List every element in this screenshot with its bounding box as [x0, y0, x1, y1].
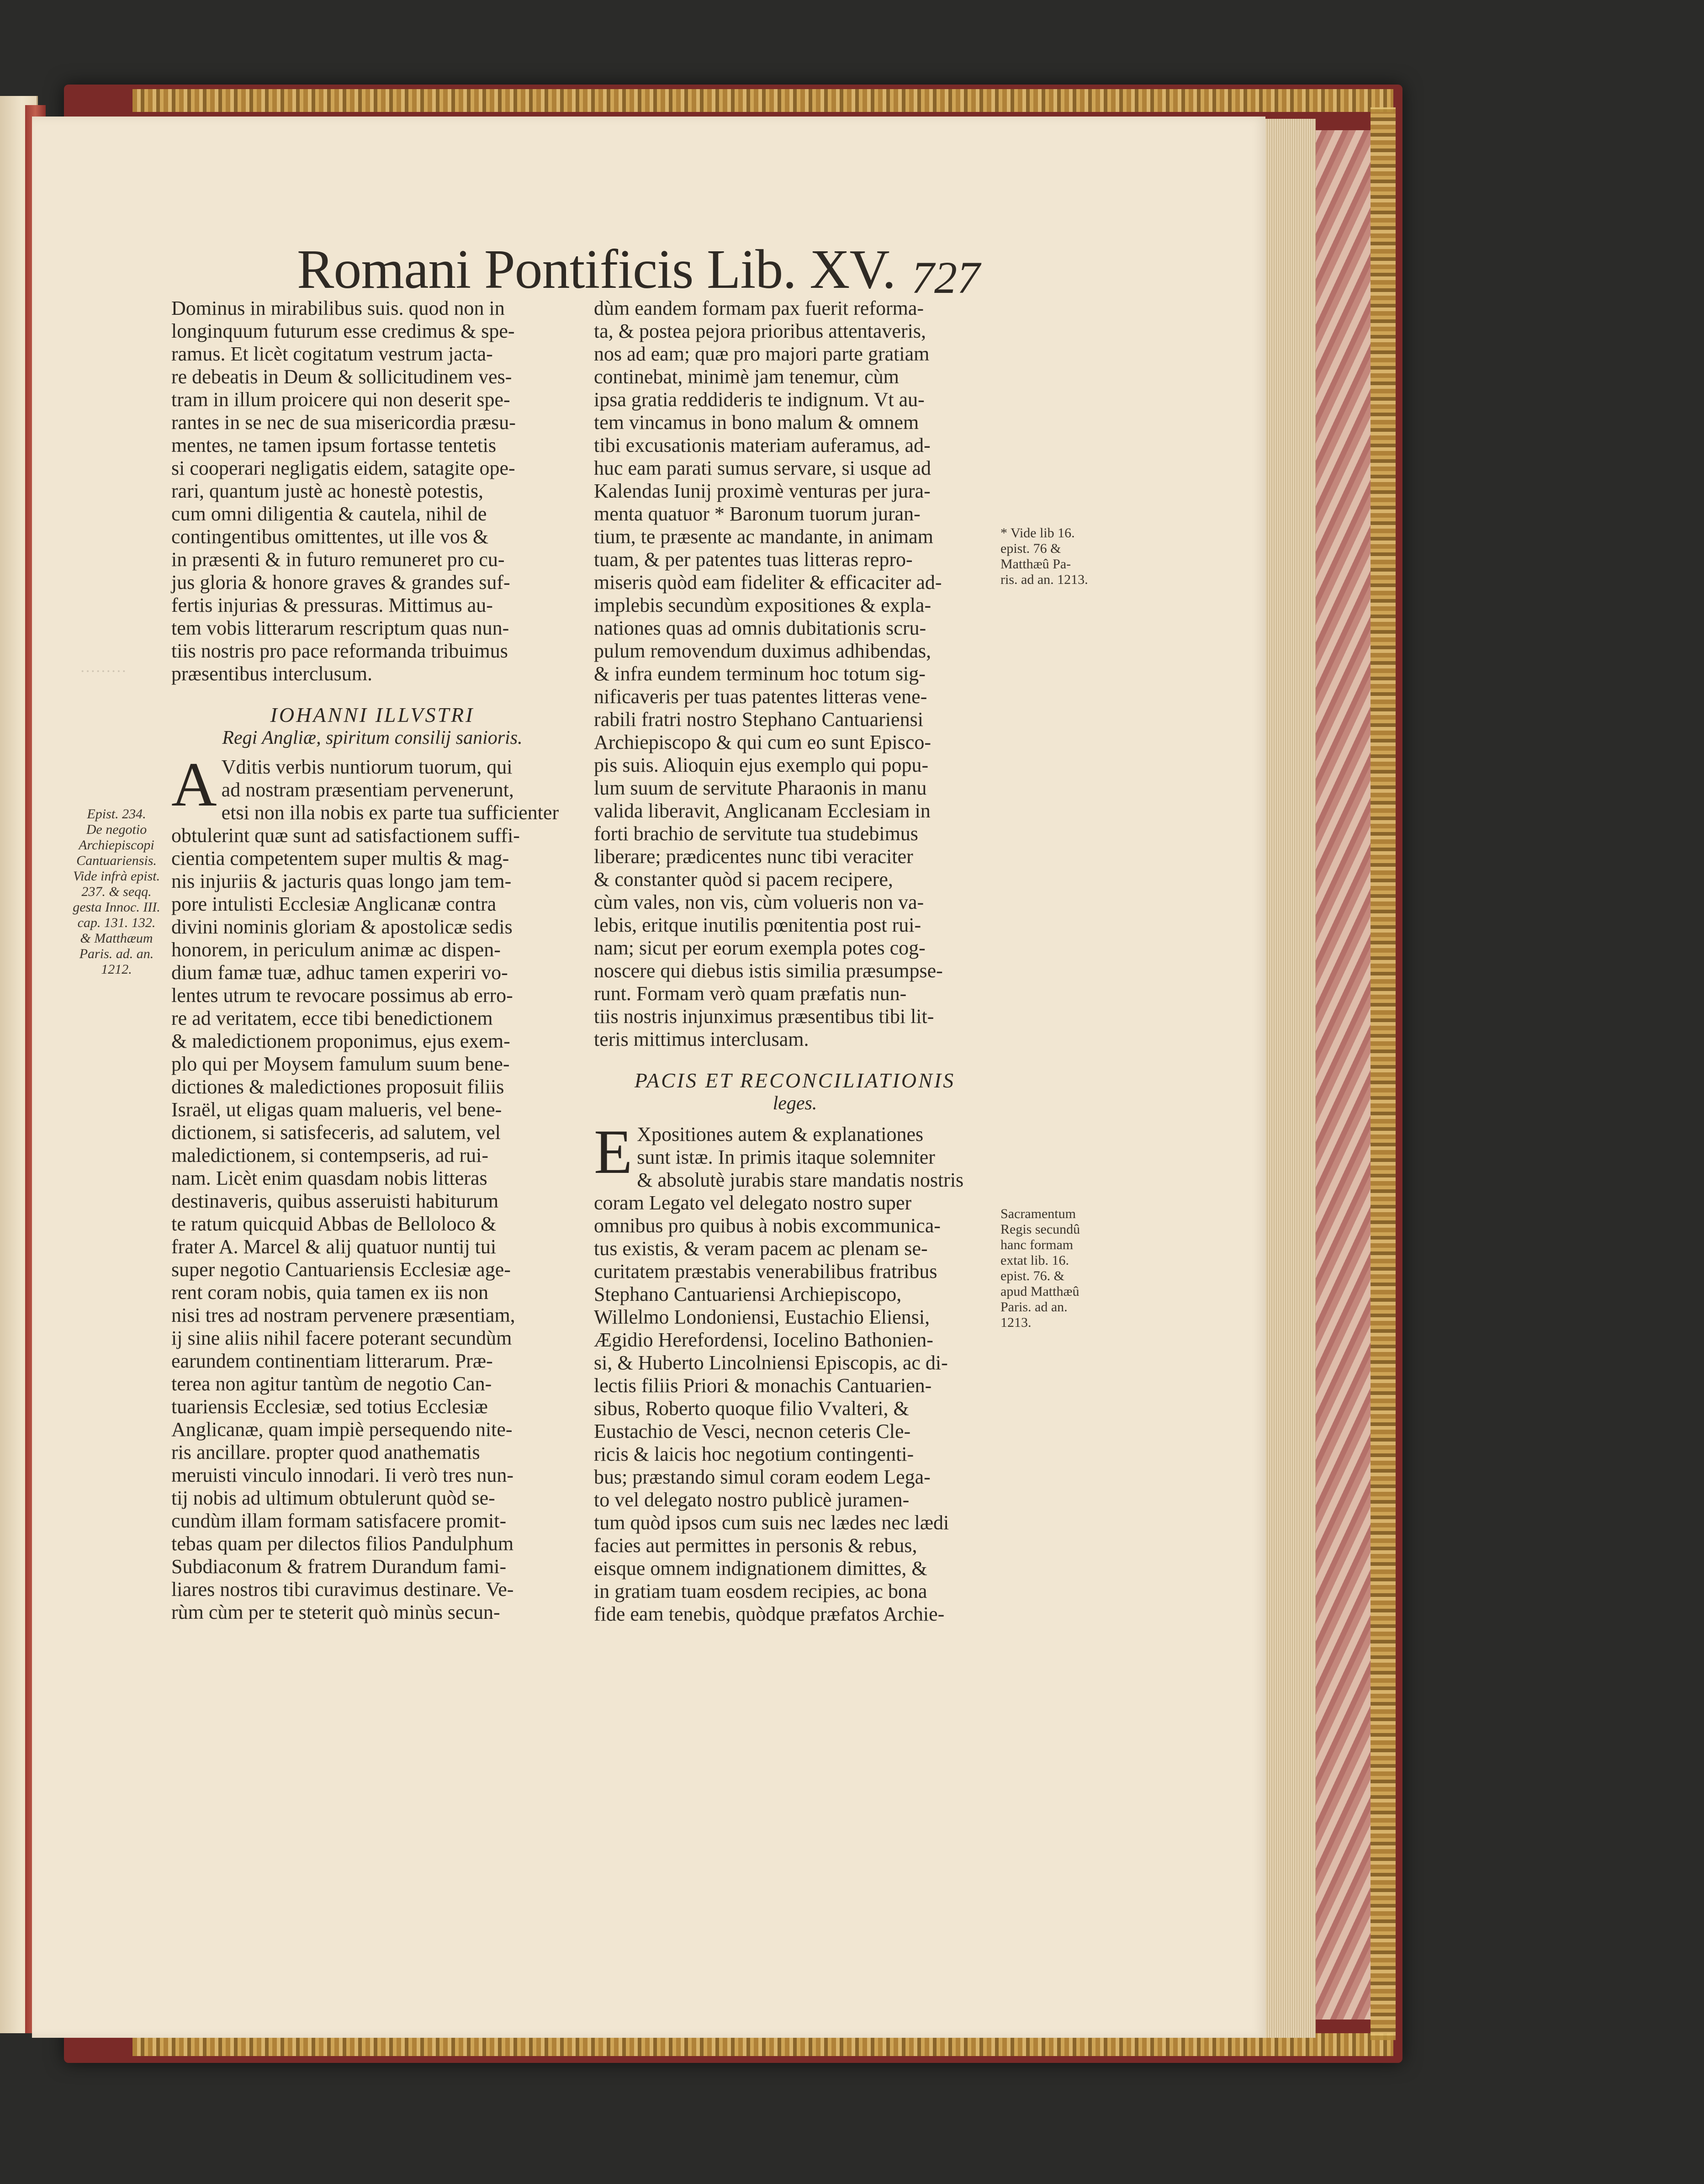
text-line: Xpositiones autem & explanationes [637, 1123, 924, 1145]
text-line: implebis secundùm expositiones & expla- [594, 594, 931, 616]
text-line: sunt istæ. In primis itaque solemniter [637, 1146, 935, 1168]
text-line: dictionem, si satisfeceris, ad salutem, vel [171, 1121, 501, 1144]
text-line: continebat, minimè jam tenemur, cùm [594, 366, 899, 388]
text-line: tus existis, & veram pacem ac plenam se- [594, 1237, 928, 1260]
text-line: eisque omnem indignationem dimittes, & [594, 1557, 927, 1580]
text-line: coram Legato vel delegato nostro super [594, 1192, 912, 1214]
text-line: cundùm illam formam satisfacere promit- [171, 1510, 507, 1532]
text-line: pore intulisti Ecclesiæ Anglicanæ contra [171, 893, 497, 915]
text-line: ricis & laicis hoc negotium contingenti- [594, 1443, 914, 1465]
text-line: Stephano Cantuariensi Archiepiscopo, [594, 1283, 902, 1305]
text-line: tibi excusationis materiam auferamus, ad- [594, 434, 931, 456]
text-line: ta, & postea pejora prioribus attentaveris, [594, 320, 926, 342]
text-line: obtulerint quæ sunt ad satisfactionem suffi- [171, 824, 520, 847]
text-line: noscere qui diebus istis similia præsumpse- [594, 959, 943, 982]
gilt-border-right [1371, 107, 1396, 2040]
text-line: plo qui per Moysem famulum suum bene- [171, 1053, 510, 1075]
text-line: maledictionem, si contempseris, ad rui- [171, 1144, 489, 1166]
text-line: Anglicanæ, quam impiè persequendo nite- [171, 1418, 513, 1441]
margin-note-line: extat lib. 16. [1000, 1253, 1069, 1268]
text-line: sibus, Roberto quoque filio Vvalteri, & [594, 1397, 909, 1420]
text-line: Eustachio de Vesci, necnon ceteris Cle- [594, 1420, 911, 1442]
letter-continuation [594, 297, 996, 1051]
text-line: Willelmo Londoniensi, Eustachio Eliensi, [594, 1306, 930, 1328]
text-line: Ægidio Herefordensi, Iocelino Bathonien- [594, 1329, 933, 1351]
text-line: ramus. Et licèt cogitatum vestrum jacta- [171, 343, 493, 365]
text-line: ij sine aliis nihil facere poterant secundùm [171, 1327, 512, 1349]
margin-note-line: Regis secundû [1000, 1222, 1080, 1237]
letter-body [171, 749, 573, 1624]
text-line: nam; sicut per eorum exempla potes cog- [594, 937, 926, 959]
text-line: valida liberavit, Anglicanam Ecclesiam in [594, 800, 931, 822]
margin-note-line: 1212. [101, 962, 132, 977]
text-line: cum omni diligentia & cautela, nihil de [171, 503, 487, 525]
dropcap-e: E [594, 1117, 633, 1187]
text-line: lectis filiis Priori & monachis Cantuarien- [594, 1374, 932, 1397]
text-line: rùm cùm per te steterit quò minùs secun- [171, 1601, 500, 1623]
page-number: 727 [911, 252, 980, 303]
text-line: destinaveris, quibus asseruisti habiturum [171, 1190, 499, 1212]
text-line: mentes, ne tamen ipsum fortasse tentetis [171, 434, 497, 456]
margin-note-line: 1213. [1000, 1315, 1032, 1330]
text-line: facies aut permittes in personis & rebus, [594, 1534, 917, 1557]
text-line: tiis nostris pro pace reformanda tribuimus [171, 640, 508, 662]
text-line: tem vobis litterarum rescriptum quas nun- [171, 617, 509, 639]
margin-note-line: Matthæû Pa- [1000, 557, 1071, 572]
text-line: omnibus pro quibus à nobis excommunica- [594, 1214, 941, 1237]
text-line: curitatem præstabis venerabilibus fratribus [594, 1260, 937, 1283]
text-line: si, & Huberto Lincolniensi Episcopis, ac di- [594, 1352, 948, 1374]
margin-note-line: epist. 76. & [1000, 1268, 1064, 1283]
margin-note-line: Cantuariensis. [76, 853, 157, 868]
margin-note-line: Archiepiscopi [79, 838, 154, 853]
text-line: fertis injurias & pressuras. Mittimus au- [171, 594, 493, 616]
text-line: tiis nostris injunximus præsentibus tibi lit- [594, 1005, 934, 1028]
text-line: in præsenti & in futuro remuneret pro cu- [171, 548, 505, 571]
text-line: dium famæ tuæ, adhuc tamen experiri vo- [171, 961, 508, 984]
text-line: cientia competentem super multis & mag- [171, 847, 509, 869]
text-line: contingentibus omittentes, ut ille vos & [171, 525, 489, 548]
margin-note-line: epist. 76 & [1000, 541, 1061, 556]
text-line: ipsa gratia reddideris te indignum. Vt au- [594, 388, 925, 411]
text-line: to vel delegato nostro publicè juramen- [594, 1489, 910, 1511]
text-line: Israël, ut eligas quam malueris, vel bene- [171, 1098, 502, 1121]
text-line: super negotio Cantuariensis Ecclesiæ age- [171, 1258, 511, 1281]
running-head: Romani Pontificis Lib. XV. [297, 239, 896, 300]
text-line: runt. Formam verò quam præfatis nun- [594, 982, 907, 1005]
bleed-through: ········· [80, 663, 127, 680]
gilt-border-top [132, 89, 1393, 112]
text-line: pis suis. Alioquin ejus exemplo qui popu- [594, 754, 929, 776]
text-line: te ratum quicquid Abbas de Belloloco & [171, 1213, 497, 1235]
text-line: re debeatis in Deum & sollicitudinem ves- [171, 366, 512, 388]
text-line: teris mittimus interclusam. [594, 1028, 809, 1050]
text-line: dictiones & maledictiones proposuit filiis [171, 1076, 504, 1098]
text-line: jus gloria & honore graves & grandes suf- [171, 571, 510, 594]
letter-subheading: Regi Angliæ, spiritum consilij sanioris. [222, 727, 523, 748]
left-column [171, 297, 573, 1624]
text-line: nificaveris per tuas patentes litteras vene- [594, 685, 927, 708]
marbled-endpaper [1307, 130, 1371, 2020]
margin-note-line: hanc formam [1000, 1237, 1074, 1252]
left-opening-paragraph [171, 297, 573, 685]
margin-note-right-2 [1000, 1206, 1110, 1331]
text-line: lentes utrum te revocare possimus ab erro- [171, 984, 513, 1007]
margin-note-line: Epist. 234. [87, 806, 146, 822]
margin-note-line: Paris. ad. an. [79, 946, 154, 961]
text-line: forti brachio de servitute tua studebimus [594, 822, 918, 845]
text-line: Subdiaconum & fratrem Durandum fami- [171, 1555, 507, 1578]
text-line: lum suum de servitute Pharaonis in manu [594, 777, 927, 799]
text-line: divini nominis gloriam & apostolicæ sedis [171, 916, 513, 938]
text-line: tum quòd ipsos cum suis nec lædes nec lædi [594, 1511, 949, 1534]
section-body [594, 1117, 996, 1626]
text-line: nationes quas ad omnis dubitationis scru- [594, 617, 926, 639]
text-line: rari, quantum justè ac honestè potestis, [171, 480, 484, 502]
text-line: nis injuriis & jacturis quas longo jam tem- [171, 870, 512, 892]
margin-note-line: Vide infrà epist. [73, 869, 160, 884]
text-line: tebas quam per dilectos filios Pandulphum [171, 1532, 514, 1555]
text-line: tuariensis Ecclesiæ, sed totius Ecclesiæ [171, 1395, 488, 1418]
text-line: si cooperari negligatis eidem, satagite ope- [171, 457, 515, 479]
text-line: tuam, & per patentes tuas litteras repro- [594, 548, 913, 571]
text-line: longinquum futurum esse credimus & spe- [171, 320, 515, 342]
text-line: etsi non illa nobis ex parte tua sufficienter [221, 801, 559, 824]
text-line: liares nostros tibi curavimus destinare. Ve- [171, 1578, 514, 1601]
text-line: tem vincamus in bono malum & omnem [594, 411, 919, 434]
text-line: pulum removendum duximus adhibendas, [594, 640, 931, 662]
margin-note-line: apud Matthæû [1000, 1284, 1080, 1299]
text-line: in gratiam tuam eosdem recipies, ac bona [594, 1580, 927, 1602]
text-line: rabili fratri nostro Stephano Cantuariensi [594, 708, 923, 731]
text-line: fide eam tenebis, quòdque præfatos Archie- [594, 1603, 945, 1625]
text-line: tij nobis ad ultimum obtulerunt quòd se- [171, 1487, 495, 1509]
text-line: lebis, eritque inutilis pœnitentia post rui- [594, 914, 921, 936]
text-line: honorem, in periculum animæ ac dispen- [171, 938, 501, 961]
text-line: nam. Licèt enim quasdam nobis litteras [171, 1167, 487, 1189]
letter-heading: IOHANNI ILLVSTRI [270, 703, 475, 726]
text-line: & absolutè jurabis stare mandatis nostris [637, 1169, 964, 1191]
text-line: meruisti vinculo innodari. Ii verò tres nun- [171, 1464, 514, 1486]
margin-note-line: 237. & seqq. [81, 884, 152, 899]
text-line: ris ancillare. propter quod anathematis [171, 1441, 480, 1463]
margin-note-right-1 [1000, 525, 1119, 588]
margin-note-line: De negotio [86, 822, 147, 837]
text-line: & maledictionem proponimus, ejus exem- [171, 1030, 510, 1052]
text-line: menta quatuor * Baronum tuorum juran- [594, 503, 921, 525]
text-line: cùm vales, non vis, cùm volueris non va- [594, 891, 924, 913]
text-line: ad nostram præsentiam pervenerunt, [221, 779, 514, 801]
text-line: earundem continentiam litterarum. Præ- [171, 1350, 493, 1372]
text-line: Dominus in mirabilibus suis. quod non in [171, 297, 505, 319]
section-heading: PACIS ET RECONCILIATIONIS [634, 1069, 956, 1092]
margin-note-line: cap. 131. 132. [77, 915, 156, 930]
text-line: rantes in se nec de sua misericordia præsu- [171, 411, 516, 434]
text-line: miseris quòd eam fideliter & efficaciter ad- [594, 571, 942, 594]
section-subheading: leges. [773, 1093, 817, 1114]
margin-note-line: ris. ad an. 1213. [1000, 572, 1088, 587]
text-line: Vditis verbis nuntiorum tuorum, qui [221, 756, 513, 778]
text-line: nos ad eam; quæ pro majori parte gratiam [594, 343, 930, 365]
text-line: huc eam parati sumus servare, si usque ad [594, 457, 931, 479]
text-line: rent coram nobis, quia tamen ex iis non [171, 1281, 489, 1304]
text-line: præsentibus interclusum. [171, 663, 372, 685]
dropcap-a: A [171, 749, 217, 819]
margin-note-line: Paris. ad an. [1000, 1299, 1068, 1315]
text-line: & constanter quòd si pacem recipere, [594, 868, 893, 891]
right-column [594, 297, 996, 1626]
text-line: Archiepiscopo & qui cum eo sunt Episco- [594, 731, 931, 753]
text-line: tium, te præsente ac mandante, in animam [594, 525, 933, 548]
margin-note-line: * Vide lib 16. [1000, 525, 1075, 541]
text-line: tram in illum proicere qui non deserit spe- [171, 388, 510, 411]
margin-note-line: Sacramentum [1000, 1206, 1076, 1221]
text-line: liberare; prædicentes nunc tibi veraciter [594, 845, 913, 868]
text-line: nisi tres ad nostram pervenere præsentiam, [171, 1304, 515, 1326]
text-line: dùm eandem formam pax fuerit reforma- [594, 297, 924, 319]
text-line: & infra eundem terminum hoc totum sig- [594, 663, 926, 685]
text-line: frater A. Marcel & alij quatuor nuntij tui [171, 1235, 497, 1258]
margin-note-left [69, 806, 164, 977]
text-line: re ad veritatem, ecce tibi benedictionem [171, 1007, 493, 1029]
text-line: Kalendas Iunij proximè venturas per jura- [594, 480, 931, 502]
text-line: bus; præstando simul coram eodem Lega- [594, 1466, 931, 1488]
text-line: terea non agitur tantùm de negotio Can- [171, 1373, 492, 1395]
margin-note-line: & Matthæum [80, 931, 153, 946]
margin-note-line: gesta Innoc. III. [73, 900, 160, 915]
page-edges [1261, 119, 1316, 2038]
